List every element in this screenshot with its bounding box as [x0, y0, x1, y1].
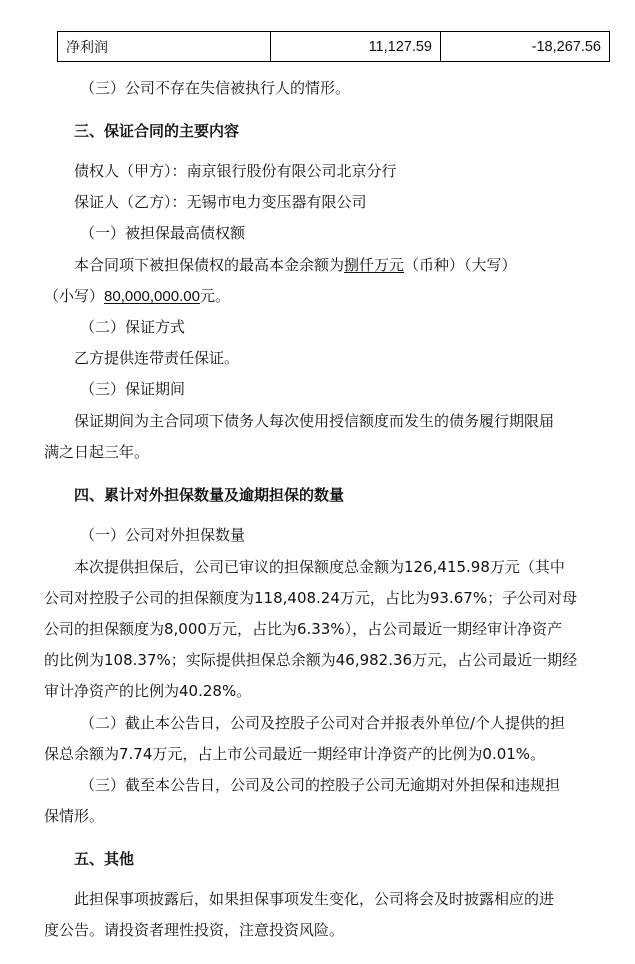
max-amount-figures-line	[44, 286, 635, 307]
section5-line2: 度公告。请投资者理性投资，注意投资风险。	[44, 921, 345, 939]
section4-sub1-title: （一）公司对外担保数量	[80, 526, 246, 544]
guarantee-period-line1: 保证期间为主合同项下债务人每次使用授信额度而发生的债务履行期限届	[74, 412, 555, 430]
sub2-text: 乙方提供连带责任保证。	[74, 349, 240, 367]
max-amount-suffix: （币种）（大写）	[404, 256, 517, 274]
sub2-title: （二）保证方式	[80, 318, 186, 336]
row-value-2: -18,267.56	[441, 32, 610, 62]
section4-p1-line1: 本次提供担保后，公司已审议的担保额度总金额为126,415.98万元（其中	[74, 558, 565, 576]
section4-p2-line2: 保总余额为7.74万元，占上市公司最近一期经审计净资产的比例为0.01%。	[44, 745, 546, 763]
figures-prefix: （小写）	[44, 287, 105, 305]
figures-suffix: 元。	[199, 287, 230, 305]
amount-in-words: 捌仟万元	[344, 256, 405, 274]
section5-line1: 此担保事项披露后，如果担保事项发生变化，公司将会及时披露相应的进	[74, 890, 555, 908]
section4-p1-line5: 审计净资产的比例为40.28%。	[44, 682, 252, 700]
row-value-1: 11,127.59	[271, 32, 441, 62]
section4-heading: 四、累计对外担保数量及逾期担保的数量	[74, 486, 345, 504]
table-row	[58, 32, 610, 62]
max-amount-prefix: 本合同项下被担保债权的最高本金余额为	[74, 256, 345, 274]
section5-heading: 五、其他	[74, 850, 135, 868]
row-label: 净利润	[58, 32, 271, 62]
guarantor-line: 保证人（乙方）：无锡市电力变压器有限公司	[74, 193, 367, 211]
part2-item3: （三）公司不存在失信被执行人的情形。	[80, 79, 351, 97]
guarantee-period-line2: 满之日起三年。	[44, 443, 150, 461]
financial-table	[57, 31, 610, 62]
section4-p1-line2: 公司对控股子公司的担保额度为118,408.24万元，占比为93.67%；子公司对母	[44, 589, 578, 607]
section3-heading: 三、保证合同的主要内容	[74, 122, 240, 140]
section4-p2-line1: （二）截止本公告日，公司及控股子公司对合并报表外单位/个人提供的担	[80, 714, 566, 732]
amount-in-figures: 80,000,000.00	[104, 288, 200, 305]
section4-p3-line2: 保情形。	[44, 807, 105, 825]
sub1-title: （一）被担保最高债权额	[80, 224, 246, 242]
section4-p1-line4: 的比例为108.37%；实际提供担保总余额为46,982.36万元，占公司最近一期经	[44, 651, 578, 669]
max-amount-line	[74, 255, 635, 275]
creditor-line: 债权人（甲方）：南京银行股份有限公司北京分行	[74, 162, 397, 180]
section4-p3-line1: （三）截至本公告日，公司及公司的控股子公司无逾期对外担保和违规担	[80, 776, 561, 794]
sub3-title: （三）保证期间	[80, 380, 186, 398]
section4-p1-line3: 公司的担保额度为8,000万元，占比为6.33%），占公司最近一期经审计净资产	[44, 620, 563, 638]
